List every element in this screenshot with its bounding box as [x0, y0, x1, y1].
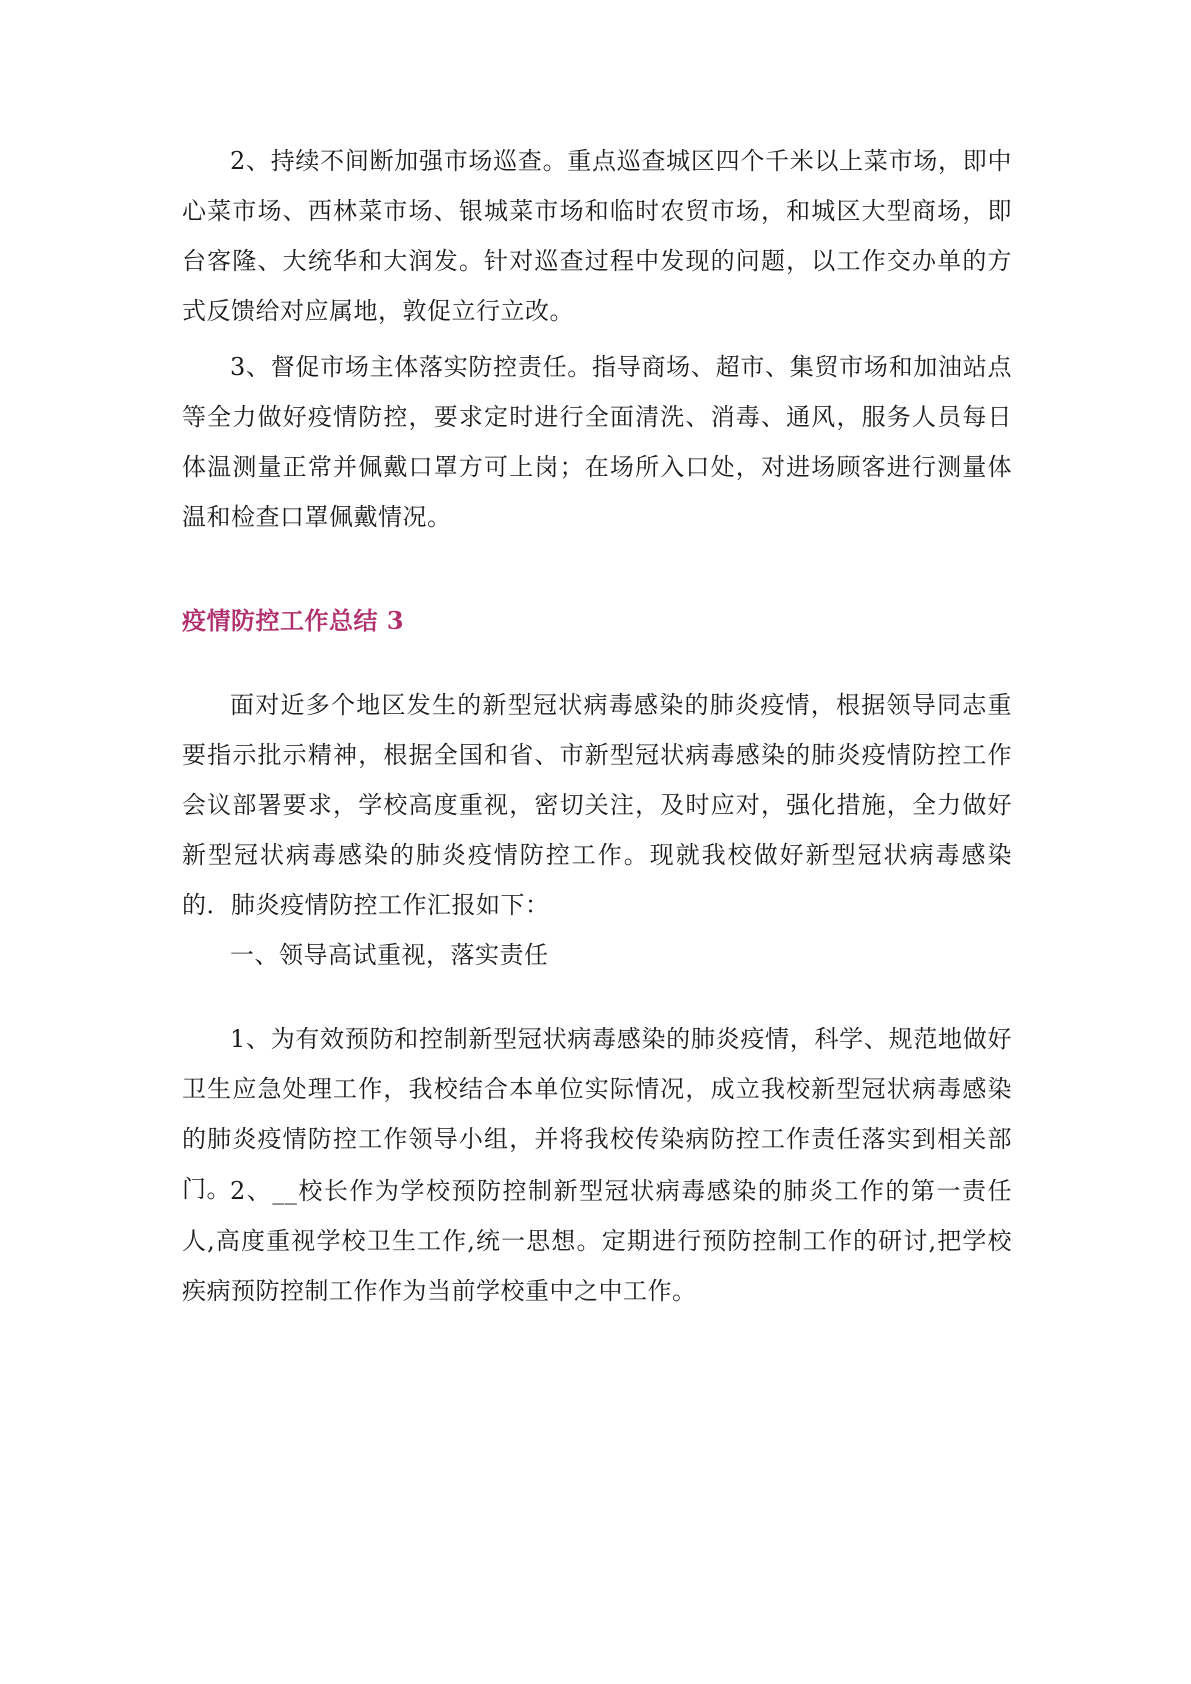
- paragraph-intro: 面对近多个地区发生的新型冠状病毒感染的肺炎疫情，根据领导同志重要指示批示精神，根据全国和省、市新型冠状病毒感染的肺炎疫情防控工作会议部署要求，学校高度重视，密切关注，及时应对，强化措施，全力做好新型冠状病毒感染的肺炎疫情防控工作。现就我校做好新型冠状病毒感染的．肺炎疫情防控工作汇报如下：: [182, 691, 1012, 919]
- paragraph-market-inspection: 2、持续不间断加强市场巡查。重点巡查城区四个千米以上菜市场，即中心菜市场、西林菜市场、银城菜市场和临时农贸市场，和城区大型商场，即台客隆、大统华和大润发。针对巡查过程中发现的问题，以工作交办单的方式反馈给对应属地，敦促立行立改。: [182, 147, 1012, 325]
- paragraph-market-responsibility: 3、督促市场主体落实防控责任。指导商场、超市、集贸市场和加油站点等全力做好疫情防控，要求定时进行全面清洗、消毒、通风，服务人员每日体温测量正常并佩戴口罩方可上岗；在场所入口处，对进场顾客进行测量体温和检查口罩佩戴情况。: [182, 353, 1012, 531]
- section-heading: 疫情防控工作总结 3: [182, 606, 405, 635]
- paragraph-subheading-leadership: 一、领导高试重视，落实责任: [230, 941, 549, 969]
- paragraph-item-1: 1、为有效预防和控制新型冠状病毒感染的肺炎疫情，科学、规范地做好卫生应急处理工作，我校结合本单位实际情况，成立我校新型冠状病毒感染的肺炎疫情防控工作领导小组，并将我校传染病防控工作责任落实到相关部门。: [182, 1025, 1012, 1203]
- paragraph-item-2: 2、__校长作为学校预防控制新型冠状病毒感染的肺炎工作的第一责任人,高度重视学校卫生工作,统一思想。定期进行预防控制工作的研讨,把学校疾病预防控制工作作为当前学校重中之中工作。: [182, 1177, 1012, 1305]
